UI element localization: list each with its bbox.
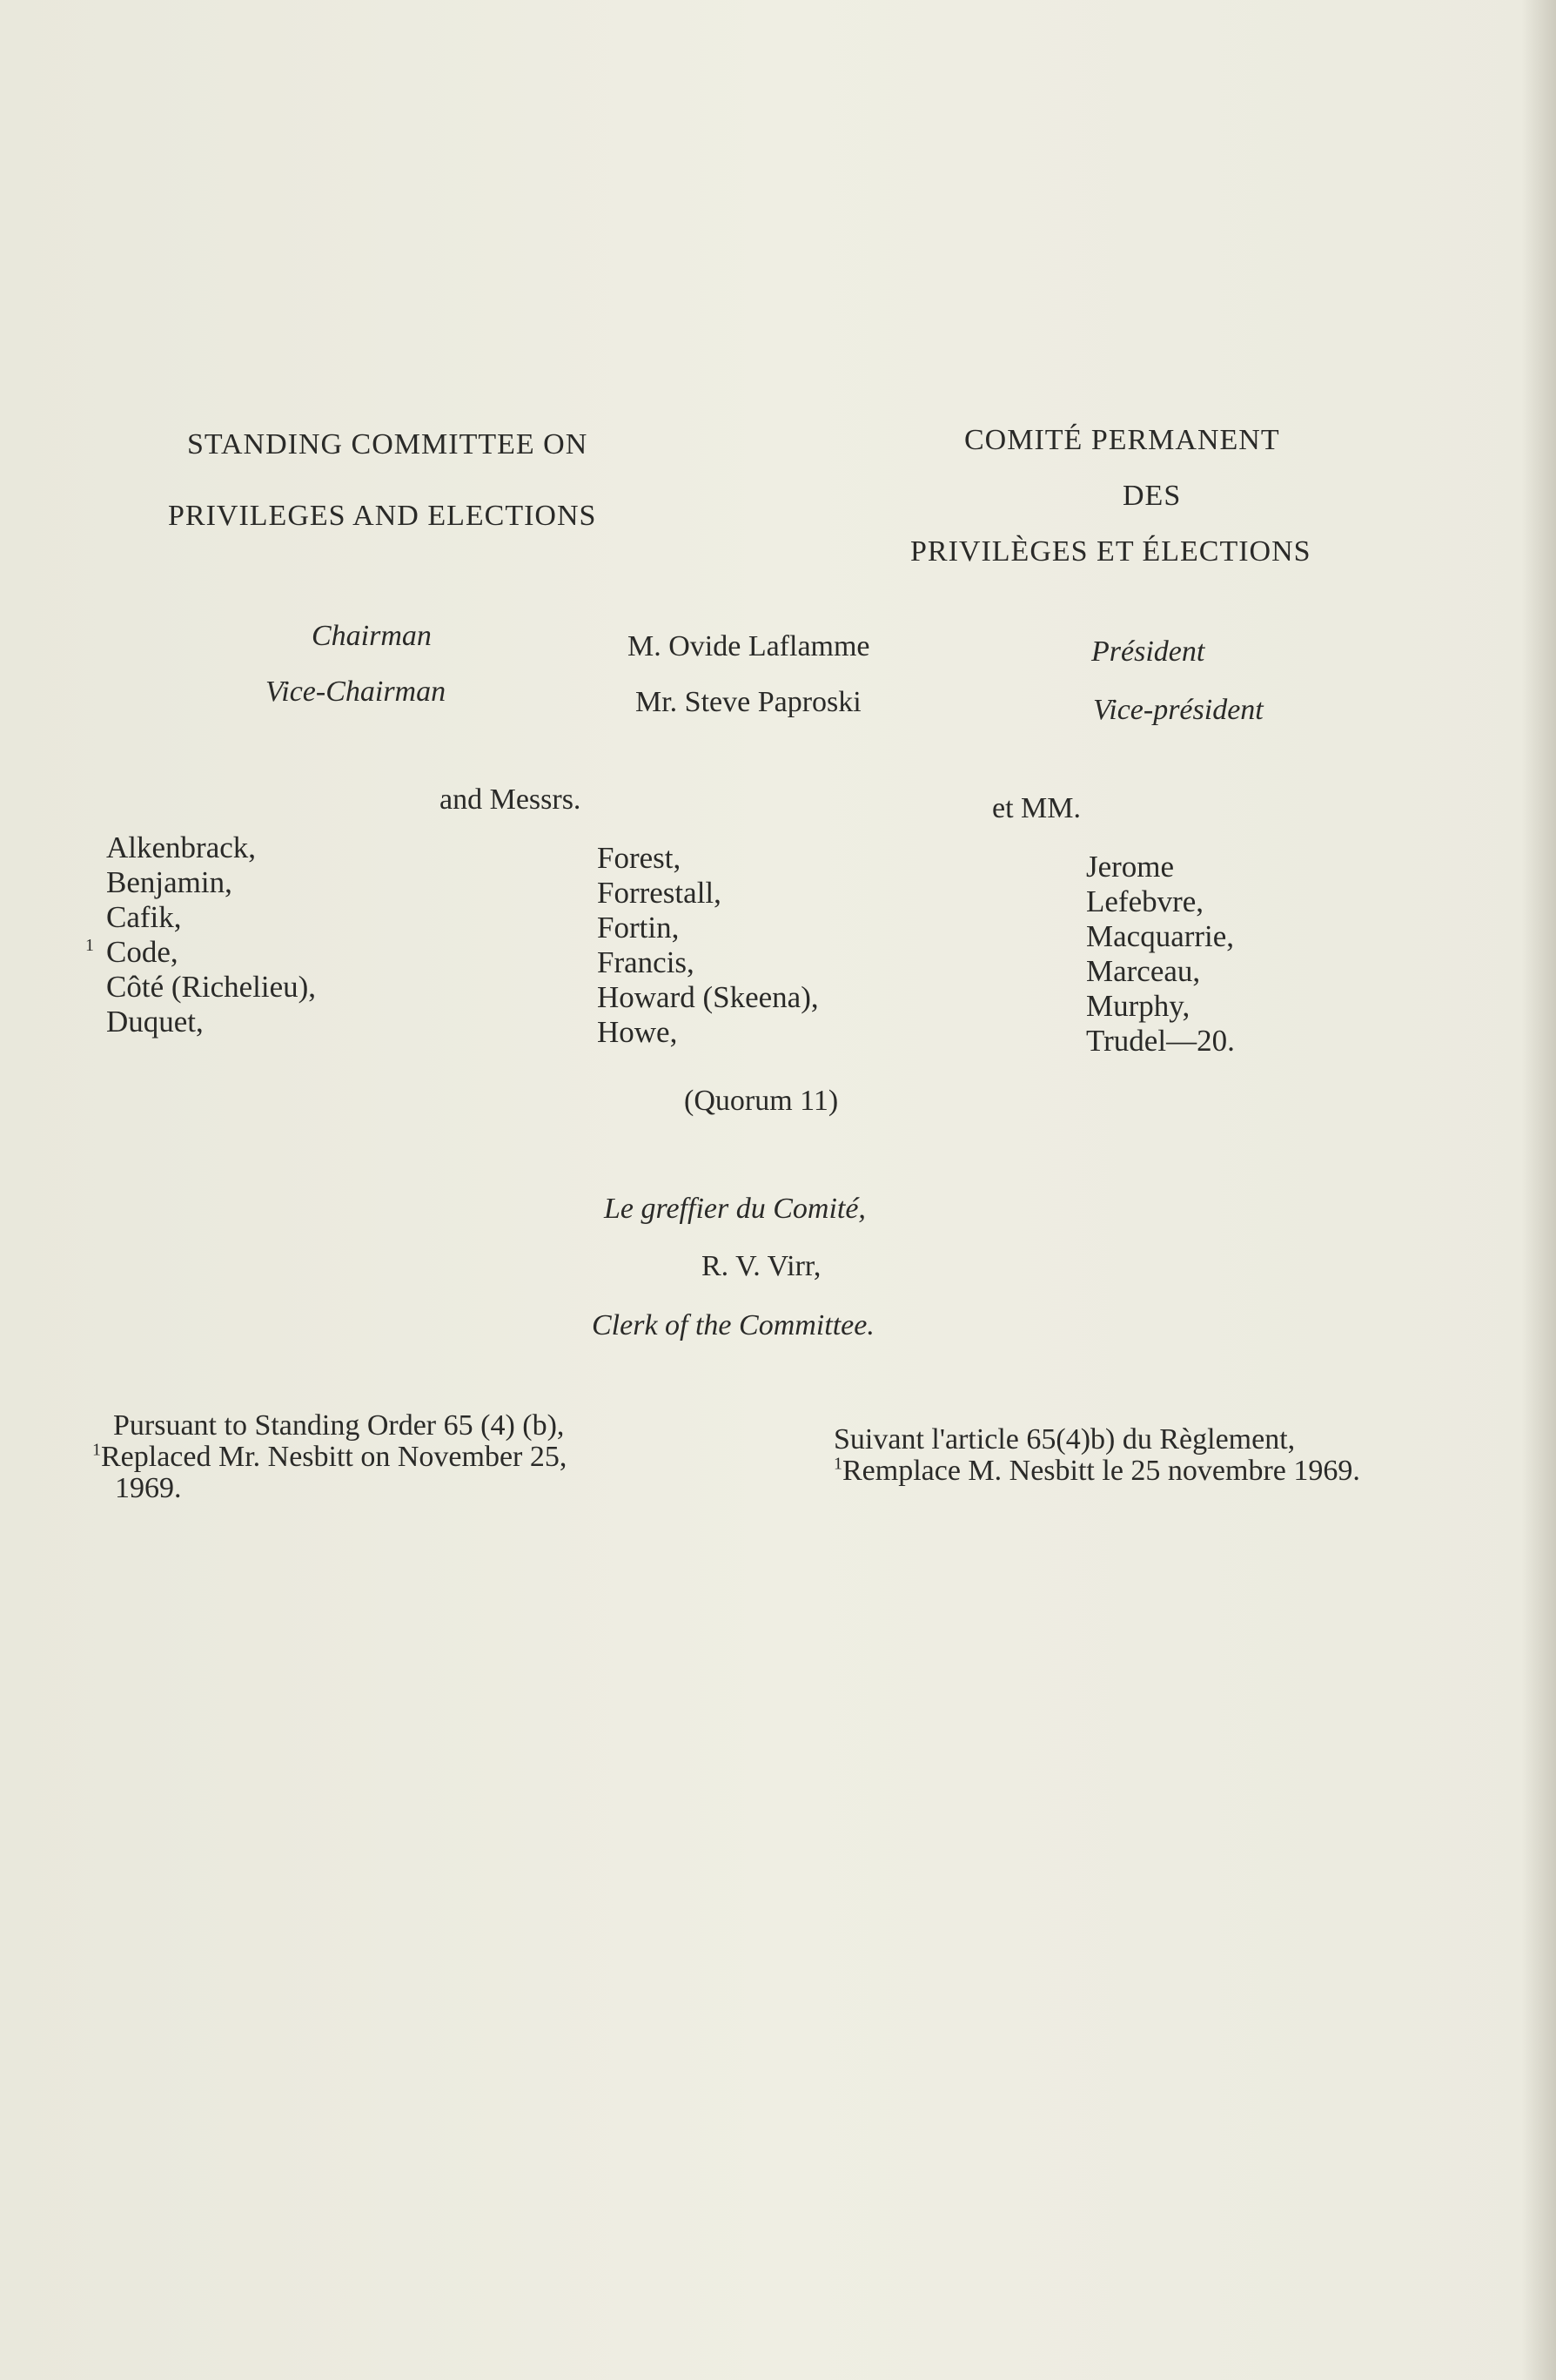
member-name: Howard (Skeena), (597, 980, 819, 1014)
french-footnote-line1: Suivant l'article 65(4)b) du Règlement, (834, 1423, 1296, 1456)
clerk-french-title: Le greffier du Comité, (604, 1193, 866, 1225)
english-footnote-line1: Pursuant to Standing Order 65 (4) (b), (113, 1409, 565, 1442)
french-footnote-text: Remplace M. Nesbitt le 25 novembre 1969. (842, 1455, 1360, 1487)
footnote-marker: 1 (834, 1454, 842, 1474)
english-heading-line1: STANDING COMMITTEE ON (187, 428, 588, 461)
member-name: Alkenbrack, (106, 830, 257, 864)
member-name: Trudel—20. (1086, 1024, 1235, 1058)
vice-chairman-role-french: Vice-président (1093, 694, 1264, 726)
and-messrs-label: and Messrs. (439, 783, 581, 816)
member-name: Fortin, (597, 911, 680, 945)
member-name: Code, (106, 935, 178, 969)
quorum-note: (Quorum 11) (684, 1085, 839, 1117)
member-name: Francis, (597, 945, 694, 979)
member-name: Jerome (1086, 850, 1175, 884)
member-name: Murphy, (1086, 989, 1190, 1023)
members-column-3 (1086, 850, 1235, 1059)
members-column-2 (597, 841, 819, 1050)
member-name: Duquet, (106, 1005, 204, 1039)
clerk-english-title: Clerk of the Committee. (592, 1309, 875, 1341)
member-name: Howe, (597, 1015, 678, 1049)
chairman-role-french: Président (1091, 635, 1205, 668)
vice-chairman-name: Mr. Steve Paproski (635, 686, 862, 718)
member-name: Macquarrie, (1086, 919, 1235, 953)
english-footnote-text: Replaced Mr. Nesbitt on November 25, (101, 1441, 567, 1473)
member-name: Benjamin, (106, 865, 232, 899)
english-footnote-line2 (92, 1442, 567, 1473)
clerk-name: R. V. Virr, (701, 1250, 822, 1282)
english-footnote-line3: 1969. (115, 1472, 182, 1504)
english-heading-line2: PRIVILEGES AND ELECTIONS (168, 500, 597, 532)
member-name: Forrestall, (597, 876, 721, 910)
member-name: Cafik, (106, 900, 182, 934)
vice-chairman-role-english: Vice-Chairman (265, 676, 446, 708)
french-footnote-line2 (834, 1456, 1360, 1487)
member-name: Lefebvre, (1086, 884, 1204, 918)
member-name: Côté (Richelieu), (106, 970, 317, 1004)
chairman-name: M. Ovide Laflamme (627, 630, 870, 662)
member-name-with-footnote: 1 Code, (85, 935, 178, 969)
et-mm-label: et MM. (992, 792, 1081, 824)
member-name: Marceau, (1086, 954, 1201, 988)
chairman-role-english: Chairman (312, 620, 432, 652)
footnote-marker: 1 (92, 1440, 101, 1460)
member-name: Forest, (597, 841, 681, 875)
french-heading-line2: DES (1123, 480, 1182, 512)
page-edge-shadow (1521, 0, 1556, 2380)
members-column-1 (85, 830, 317, 1039)
french-heading-line3: PRIVILÈGES ET ÉLECTIONS (910, 535, 1311, 568)
french-heading-line1: COMITÉ PERMANENT (964, 424, 1280, 456)
